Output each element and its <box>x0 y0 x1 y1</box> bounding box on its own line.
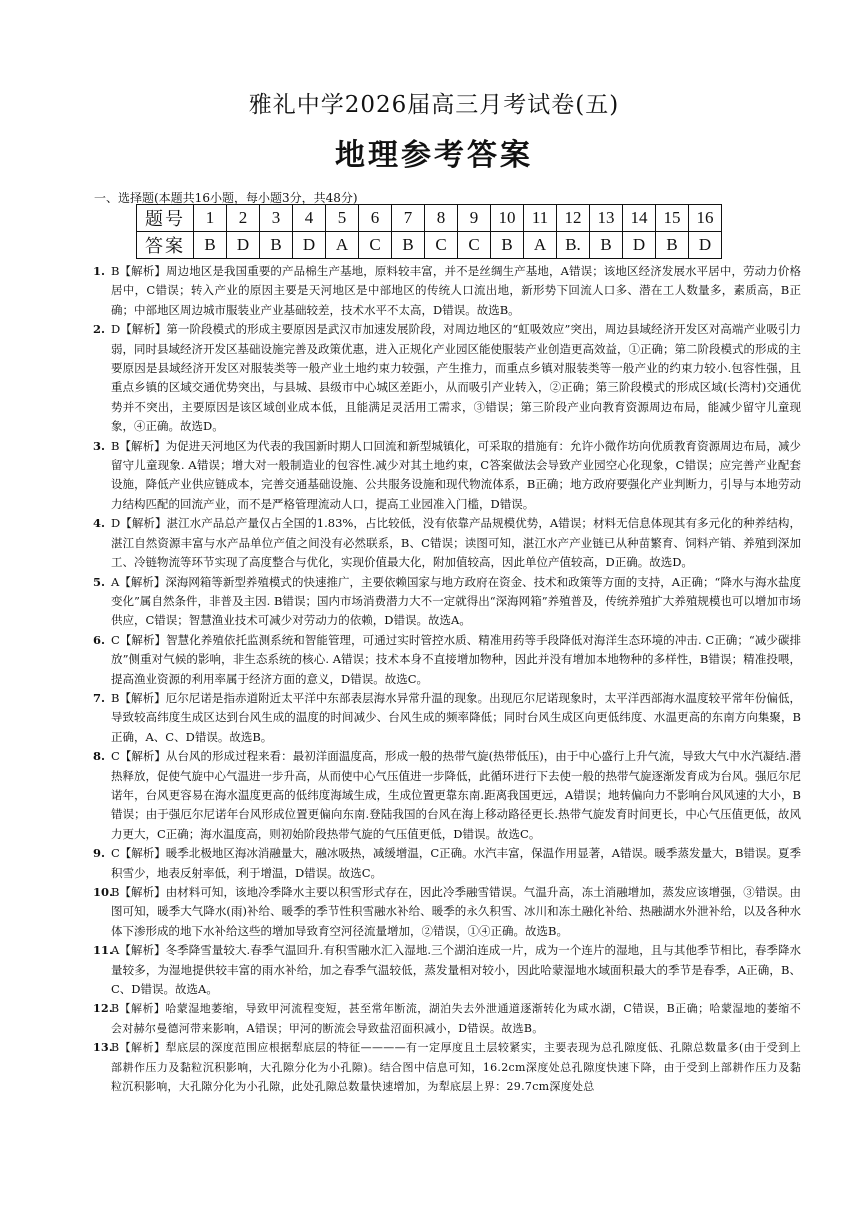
explanation-item <box>93 844 801 883</box>
answer-table <box>136 204 722 259</box>
answer-letter: C <box>359 232 392 259</box>
explanation-item <box>93 320 801 436</box>
item-number: 8. <box>93 749 106 764</box>
question-number: 15 <box>656 205 689 232</box>
item-text: D【解析】湛江水产品总产量仅占全国的1.83%，占比较低，没有依靠产品规模优势，A错误；材料无信息体现其有多元化的种养结构，湛江自然资源丰富与水产品单位产值之间没有必然联系，B、C错误；读图可知，湛江水产产业链已从种苗繁育、饲料产销、养殖到深加工、冷链物流等环节实现了高度整合与优化，实现价值最大化，附加值较高，因此单位产值较高，D正确。故选D。 <box>111 516 801 570</box>
question-number: 3 <box>260 205 293 232</box>
item-number: 2. <box>93 322 106 337</box>
answer-table-answer-row <box>137 232 722 259</box>
question-number: 7 <box>392 205 425 232</box>
item-text: A【解析】冬季降雪量较大.春季气温回升.有积雪融水汇入湿地.三个湖泊连成一片，成为一个连片的湿地，且与其他季节相比，春季降水量较多，为湿地提供较丰富的雨水补给，加之春季气温较低，蒸发量相对较小，因此哈蒙湿地水域面积最大的季节是春季，A正确，B、C、D错误。故选A。 <box>111 943 801 997</box>
section-heading: 一、选择题(本题共16小题，每小题3分，共48分) <box>94 191 358 205</box>
item-text: C【解析】从台风的形成过程来看：最初洋面温度高，形成一般的热带气旋(热带低压)，由于中心盛行上升气流，导致大气中水汽凝结.潜热释放，促使气旋中心气温进一步升高，从而使中心气压值进一步降低，此循环进行下去使一般的热带气旋逐渐发育成为台风。强厄尔尼诺年，台风更容易在海水温度更高的低纬度海域生成，生成位置更靠东南.距离我国更远，A错误；地转偏向力不影响台风风速的大小，B错误；由于强厄尔尼诺年台风形成位置更偏向东南.登陆我国的台风在海上移动路径更长.热带气旋发育时间更长，中心气压值更低，故风力更大，C正确；海水温度高，则初始阶段热带气旋的气压值更低，D错误。故选C。 <box>111 749 801 841</box>
question-number: 12 <box>557 205 590 232</box>
item-text: B【解析】由材料可知，该地冷季降水主要以积雪形式存在，因此冷季融雪错误。气温升高，冻土消融增加，蒸发应该增强，③错误。由图可知，暖季大气降水(雨)补给、暖季的季节性积雪融水补给、暖季的永久积雪、冰川和冻土融化补给、热融湖水外泄补给，以及各种水体下渗形成的地下水补给这些的增加导致育空河径流量增加，②错误，①④正确。故选B。 <box>111 885 801 938</box>
item-number: 9. <box>93 846 106 861</box>
table-header-answer: 答案 <box>137 232 194 259</box>
item-text: A【解析】深海网箱等新型养殖模式的快速推广，主要依赖国家与地方政府在资金、技术和政策等方面的支持，A正确；“降水与海水盐度变化”属自然条件，非普及主因. B错误；国内市场消费潜力大不一定就得出“深海网箱”养殖普及，传统养殖扩大养殖规模也可以增加市场供应，C错误；智慧渔业技术可减少对劳动力的依赖，D错误。故选A。 <box>111 574 801 628</box>
item-number: 4. <box>93 516 106 531</box>
answer-letter: B <box>392 232 425 259</box>
explanation-item <box>93 1038 801 1096</box>
question-number: 1 <box>194 205 227 232</box>
explanations-list <box>93 262 801 1096</box>
question-number: 11 <box>524 205 557 232</box>
answer-letter: A <box>524 232 557 259</box>
answer-letter: B <box>656 232 689 259</box>
answer-letter: A <box>326 232 359 259</box>
question-number: 4 <box>293 205 326 232</box>
explanation-item <box>93 747 801 844</box>
item-number: 10. <box>93 885 114 899</box>
item-text: B【解析】哈蒙湿地萎缩，导致甲河流程变短，甚至常年断流，湖泊失去外泄通道逐渐转化为咸水湖，C错误，B正确；哈蒙湿地的萎缩不会对赫尔曼德河带来影响，A错误；甲河的断流会导致盐沼面积减小，D错误。故选B。 <box>111 1002 801 1035</box>
answer-letter: B. <box>557 232 590 259</box>
answer-letter: B <box>590 232 623 259</box>
answer-letter: D <box>623 232 656 259</box>
question-number: 8 <box>425 205 458 232</box>
item-text: C【解析】暖季北极地区海冰消融量大，融冰吸热，减缓增温，C正确。水汽丰富，保温作用显著，A错误。暖季蒸发量大，B错误。夏季积雪少，地表反射率低，利于增温，D错误。故选C。 <box>111 846 801 880</box>
answer-letter: C <box>425 232 458 259</box>
answer-key-title: 地理参考答案 <box>335 138 533 173</box>
question-number: 16 <box>689 205 722 232</box>
question-number: 14 <box>623 205 656 232</box>
item-text: B【解析】犁底层的深度范围应根据犁底层的特征————有一定厚度且土层较紧实，主要表现为总孔隙度低、孔隙总数量多(由于受到上部耕作压力及黏粒沉积影响，大孔隙分化为小孔隙)。结合图中信息可知，16.2cm深度处总孔隙度快速下降，由于受到上部耕作压力及黏粒沉积影响，大孔隙分化为小孔隙，此处孔隙总数量快速增加，为犁底层上界：29.7cm深度处总 <box>111 1041 801 1094</box>
answer-letter: C <box>458 232 491 259</box>
question-number: 13 <box>590 205 623 232</box>
question-number: 2 <box>227 205 260 232</box>
item-text: B【解析】为促进天河地区为代表的我国新时期人口回流和新型城镇化，可采取的措施有：允许小微作坊向优质教育资源周边布局，减少留守儿童现象. A错误；增大对一般制造业的包容性.减少对其土地约束，C答案做法会导致产业园空心化现象，C错误；应完善产业配套设施，降低产业供应链成本，完善交通基础设施、公共服务设施和现代物流体系，B正确；地方政府要强化产业判断力，引导与本地劳动力结构匹配的回流产业，而不是严格管理流动人口，提高工业园准入门槛，D错误。 <box>111 438 801 511</box>
question-number: 10 <box>491 205 524 232</box>
explanation-item <box>93 999 801 1038</box>
exam-title: 雅礼中学2026届高三月考试卷(五) <box>248 92 620 118</box>
item-number: 6. <box>93 632 106 647</box>
item-number: 11. <box>93 943 114 958</box>
question-number: 9 <box>458 205 491 232</box>
answer-table-number-row <box>137 205 722 232</box>
explanation-item <box>93 573 801 631</box>
item-number: 5. <box>93 574 106 589</box>
explanation-item <box>93 883 801 941</box>
item-number: 1. <box>93 264 106 278</box>
item-number: 13. <box>93 1041 114 1055</box>
answer-letter: B <box>194 232 227 259</box>
answer-letter: D <box>689 232 722 259</box>
item-text: B【解析】厄尔尼诺是指赤道附近太平洋中东部表层海水异常升温的现象。出现厄尔尼诺现象时，太平洋西部海水温度较平常年份偏低，导致较高纬度生成区达到台风生成的温度的时间减少、台风生成的频率降低；同时台风生成区向更低纬度、水温更高的东南方向集聚，B正确，A、C、D错误。故选B。 <box>111 690 801 744</box>
explanation-item <box>93 262 801 320</box>
explanation-item <box>93 437 801 515</box>
item-text: B【解析】周边地区是我国重要的产品棉生产基地，原料较丰富，并不是丝绸生产基地，A错误；该地区经济发展水平居中，劳动力价格居中，C错误；转入产业的原因主要是天河地区是中部地区的传统人口流出地，新形势下回流人口多、潜在工人数量多，素质高，B正确；中部地区周边城市服装业产业基础较差，技术水平不太高，D错误。故选B。 <box>111 264 801 317</box>
answer-letter: B <box>260 232 293 259</box>
item-text: D【解析】第一阶段模式的形成主要原因是武汉市加速发展阶段，对周边地区的“虹吸效应”突出，周边县域经济开发区对高端产业吸引力弱，同时县域经济开发区基础设施完善及政策优惠，进入正规化产业园区能使服装产业创造更高效益，①正确；第二阶段模式的形成的主要原因是县域经济开发区对服装类等一般产业土地约束力较强，产生推力，而重点乡镇对服装类等一般产业的约束力较小.包容性强，且重点乡镇的区域交通优势突出，与县城、县级市中心城区差距小，从而吸引产业转入，②正确；第三阶段模式的形成区域(长湾村)交通优势并不突出，主要原因是该区域创业成本低，且能满足灵活用工需求，③错误；第三阶段产业向教育资源周边布局，能减少留守儿童现象，④正确。故选D。 <box>111 322 801 434</box>
item-number: 3. <box>93 438 106 453</box>
explanation-item <box>93 941 801 999</box>
explanation-item <box>93 514 801 572</box>
item-number: 12. <box>93 1002 114 1016</box>
answer-letter: D <box>293 232 326 259</box>
question-number: 5 <box>326 205 359 232</box>
table-header-question: 题号 <box>137 205 194 232</box>
explanation-item <box>93 689 801 747</box>
item-text: C【解析】智慧化养殖依托监测系统和智能管理，可通过实时管控水质、精准用药等手段降低对海洋生态环境的冲击. C正确；“减少碳排放”侧重对气候的影响，非生态系统的核心. A错误；技术本身不直接增加物种，因此并没有增加本地物种的多样性，B错误；精准投喂，提高渔业资源的利用率属于经济方面的意义，D错误。故选C。 <box>111 632 801 686</box>
explanation-item <box>93 631 801 689</box>
answer-letter: D <box>227 232 260 259</box>
answer-letter: B <box>491 232 524 259</box>
item-number: 7. <box>93 690 106 705</box>
question-number: 6 <box>359 205 392 232</box>
